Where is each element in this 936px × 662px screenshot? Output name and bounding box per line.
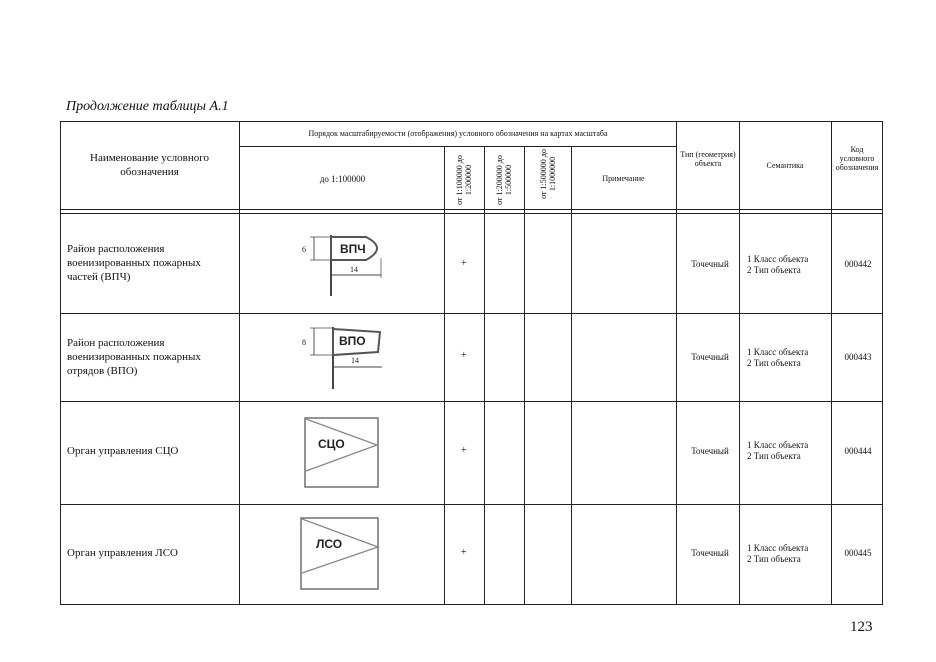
scale-mark: +	[461, 547, 467, 558]
header-scale-group: Порядок масштабируемости (отображения) условного обозначения на картах масштаба	[308, 129, 608, 138]
semantics-line: 1 Класс объекта	[747, 347, 809, 357]
table-caption: Продолжение таблицы А.1	[66, 99, 229, 114]
col-divider	[524, 146, 525, 605]
row-divider	[60, 313, 883, 314]
vpch-dim-h: 6	[302, 245, 306, 254]
col-divider	[239, 121, 240, 605]
row-name: Район расположения военизированных пожарных отрядов (ВПО)	[67, 337, 201, 377]
header-scale-2: от 1:100000 до 1:200000	[455, 155, 473, 205]
col-divider	[739, 121, 740, 605]
lso-label: ЛСО	[316, 537, 343, 551]
sco-label: СЦО	[318, 437, 345, 451]
row-name: Орган управления СЦО	[67, 445, 179, 457]
row-name: Район расположения военизированных пожарных частей (ВПЧ)	[67, 243, 201, 283]
page-number: 123	[850, 619, 873, 635]
semantics-line: 1 Класс объекта	[747, 543, 809, 553]
object-code: 000444	[844, 446, 872, 456]
object-type: Точечный	[691, 352, 729, 362]
col-divider	[571, 146, 572, 605]
scale-mark: +	[461, 445, 467, 456]
object-code: 000445	[844, 548, 872, 558]
row-name: Орган управления ЛСО	[67, 547, 178, 559]
sco-symbol	[304, 417, 380, 489]
vpo-dim-h: 8	[302, 338, 306, 347]
semantics-line: 2 Тип объекта	[747, 554, 801, 564]
col-divider	[444, 146, 445, 605]
semantics-line: 2 Тип объекта	[747, 265, 801, 275]
lso-symbol	[300, 517, 380, 591]
vpo-flag-symbol	[298, 322, 398, 392]
semantics-line: 1 Класс объекта	[747, 254, 809, 264]
object-type: Точечный	[691, 446, 729, 456]
col-divider	[676, 121, 677, 605]
vpo-dim-w: 14	[351, 356, 359, 365]
semantics-line: 2 Тип объекта	[747, 451, 801, 461]
vpch-flag-symbol	[296, 230, 396, 300]
col-divider	[484, 146, 485, 605]
col-divider	[831, 121, 832, 605]
header-scale-3: от 1:200000 до 1:500000	[495, 155, 513, 205]
header-name: Наименование условного обозначения	[90, 152, 209, 178]
vpch-label: ВПЧ	[340, 242, 366, 256]
header-scale-1: до 1:100000	[319, 174, 366, 184]
header-note: Примечание	[602, 174, 645, 183]
header-semantics: Семантика	[766, 161, 804, 170]
row-divider	[60, 504, 883, 505]
object-type: Точечный	[691, 259, 729, 269]
row-divider	[60, 401, 883, 402]
semantics-line: 1 Класс объекта	[747, 440, 809, 450]
scale-mark: +	[461, 350, 467, 361]
header-scale-4: от 1:500000 до 1:1000000	[539, 149, 557, 199]
object-code: 000442	[844, 259, 872, 269]
semantics-line: 2 Тип объекта	[747, 358, 801, 368]
scale-mark: +	[461, 258, 467, 269]
header-type: Тип (геометрия) объекта	[680, 150, 736, 168]
vpch-dim-w: 14	[350, 265, 358, 274]
vpo-label: ВПО	[339, 334, 366, 348]
object-type: Точечный	[691, 548, 729, 558]
object-code: 000443	[844, 352, 872, 362]
header-code: Код условного обозначения	[835, 145, 879, 172]
